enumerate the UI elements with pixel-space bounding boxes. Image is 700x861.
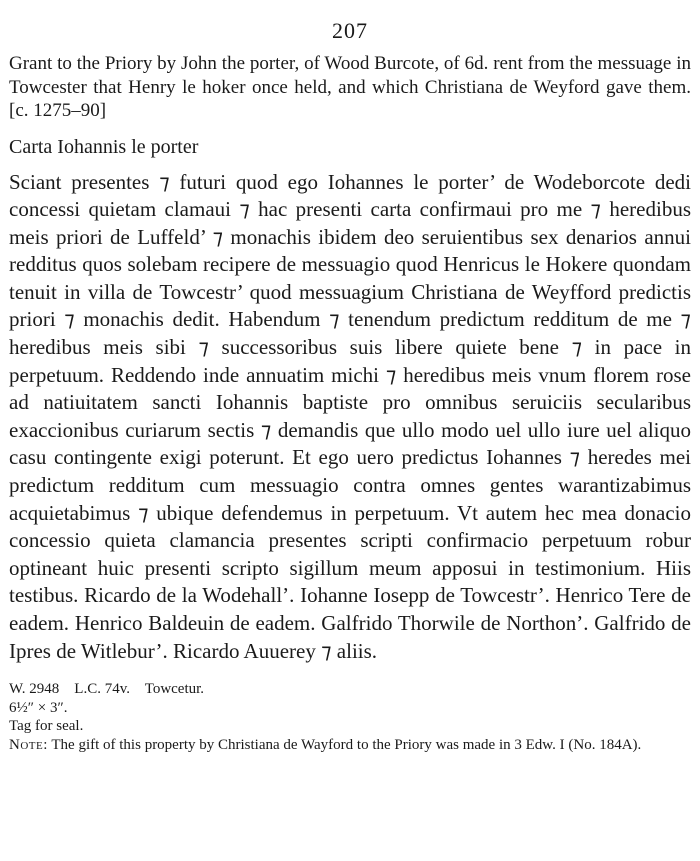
seal-line: Tag for seal. (9, 718, 84, 735)
note-text: The gift of this property by Christiana de Wayford to the Priory was made in 3 Edw. I (No. 184A). (47, 736, 642, 753)
document-heading: Carta Iohannis le porter (9, 135, 199, 158)
page-number: 207 (332, 18, 368, 43)
document-summary: Grant to the Priory by John the porter, of Wood Burcote, of 6d. rent from the messuage in Towcester that Henry le hoker once held, and which Christiana de Weyford gave them. [c. 1275–90] (9, 53, 691, 121)
note-label: Note: (9, 736, 48, 753)
charter-text: Sciant presentes ⁊ futuri quod ego Iohannes le porter’ de Wodeborcote dedi concessi quietam clamaui ⁊ hac presenti carta confirmaui pro me ⁊ heredibus meis priori de Luffeld’ ⁊ monachis ibidem deo seruientibus sex denarios annui redditus quos solebam recipere de messuagio quod Henricus le Hokere quondam tenuit in villa de Towcestr’ quod messuagium Christiana de Weyfford predictis priori ⁊ monachis dedit. Habendum ⁊ tenendum predictum redditum de me ⁊ heredibus meis sibi ⁊ successoribus suis libere quiete bene ⁊ in pace in perpetuum. Reddendo inde annuatim michi ⁊ heredibus meis vnum florem rose ad natiuitatem sancti Iohannis baptiste pro omnibus seruiciis secularibus exaccionibus curiarum sectis ⁊ demandis que ullo modo uel ullo iure uel aliquo casu contingente exigi poterunt. Et ego uero predictus Iohannes ⁊ heredes mei predictum redditum cum messuagio contra omnes gentes warantizabimus acquietabimus ⁊ ubique defendemus in perpetuum. Vt autem hec mea donacio concessio quieta clamancia presentes scripti confirmacio perpetuum robur optineant huic presenti scripto sigillum meum apposui in testimonium. Hiis testibus. Ricardo de la Wodehall’. Iohanne Iosepp de Towcestr’. Henrico Tere de eadem. Henrico Baldeuin de eadem. Galfrido Thorwile de Northon’. Galfrido de Ipres de Witlebur’. Ricardo Auuerey ⁊ aliis. (9, 169, 691, 663)
document-page (9, 18, 691, 754)
notes-section (9, 680, 691, 754)
editorial-note (9, 736, 691, 755)
size-line: 6½″ × 3″. (9, 699, 68, 716)
reference-line: W. 2948 L.C. 74v. Towcetur. (9, 681, 205, 698)
